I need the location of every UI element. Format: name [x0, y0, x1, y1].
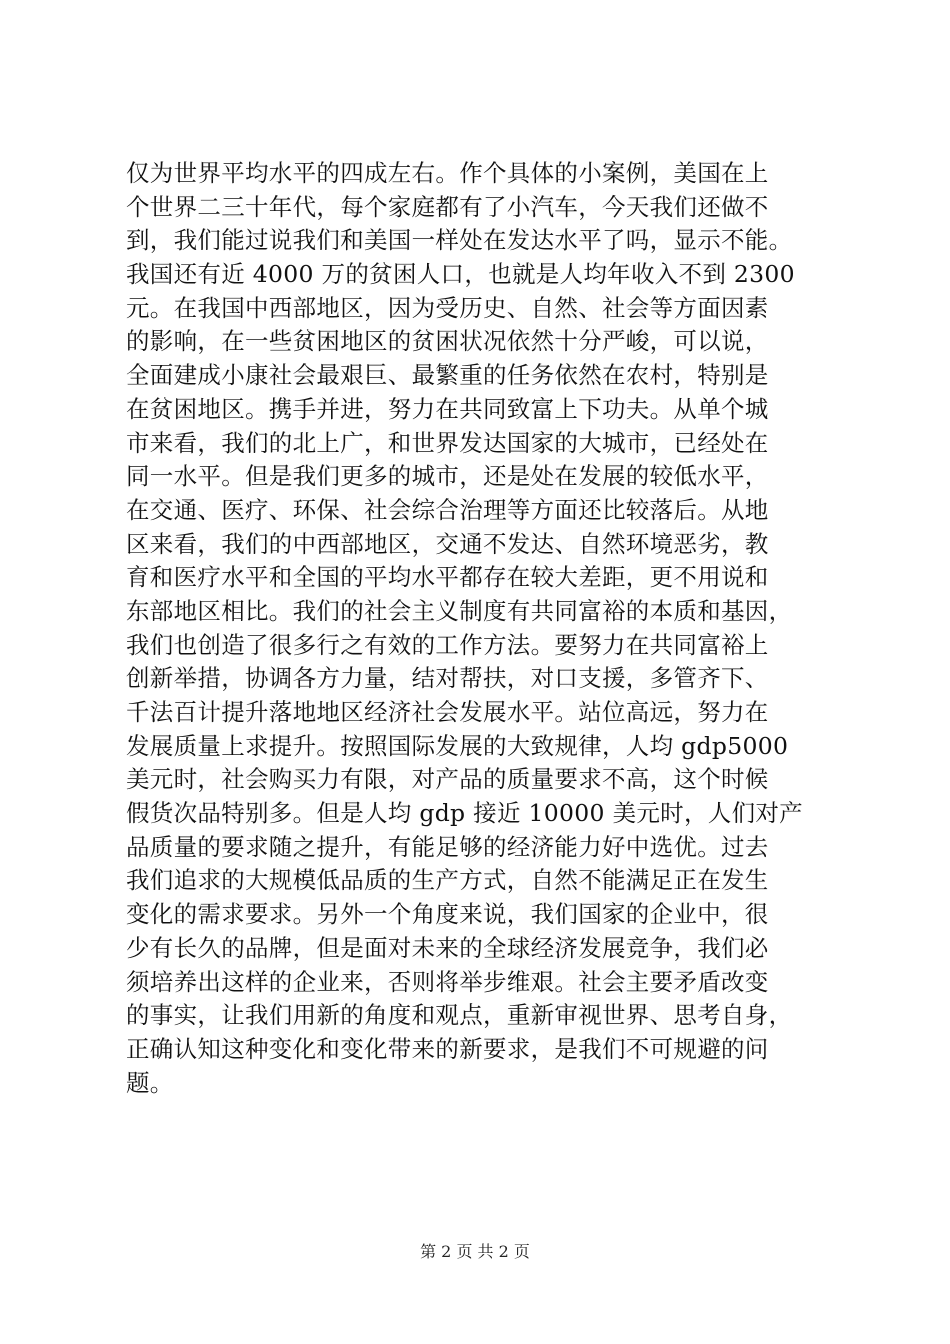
text-line: 仅为世界平均水平的四成左右。作个具体的小案例，美国在上 — [126, 159, 769, 187]
text-line: 正确认知这种变化和变化带来的新要求，是我们不可规避的问 — [126, 1034, 769, 1063]
text-line: 个世界二三十年代，每个家庭都有了小汽车，今天我们还做不 — [126, 192, 769, 221]
text-line: 元。在我国中西部地区，因为受历史、自然、社会等方面因素 — [126, 293, 769, 322]
text-line: 区来看，我们的中西部地区，交通不发达、自然环境恶劣，教 — [126, 529, 769, 558]
text-line: 全面建成小康社会最艰巨、最繁重的任务依然在农村，特别是 — [126, 361, 769, 390]
text-line: 在贫困地区。携手并进，努力在共同致富上下功夫。从单个城 — [126, 394, 769, 423]
text-line: 市来看，我们的北上广，和世界发达国家的大城市，已经处在 — [126, 428, 769, 457]
text-line: 我们也创造了很多行之有效的工作方法。要努力在共同富裕上 — [126, 630, 769, 659]
text-line: 假货次品特别多。但是人均 gdp 接近 10000 美元时，人们对产 — [126, 799, 803, 828]
text-line: 少有长久的品牌，但是面对未来的全球经济发展竞争，我们必 — [126, 933, 769, 962]
text-line: 我们追求的大规模低品质的生产方式，自然不能满足正在发生 — [126, 866, 769, 895]
page-number-footer: 第 2 页 共 2 页 — [420, 1242, 530, 1261]
text-line: 的事实，让我们用新的角度和观点，重新审视世界、思考自身， — [126, 1001, 793, 1030]
text-line: 千法百计提升落地地区经济社会发展水平。站位高远，努力在 — [126, 698, 769, 726]
text-line: 美元时，社会购买力有限，对产品的质量要求不高，这个时候 — [126, 765, 769, 794]
text-line: 育和医疗水平和全国的平均水平都存在较大差距，更不用说和 — [126, 563, 769, 592]
text-line: 须培养出这样的企业来，否则将举步维艰。社会主要矛盾改变 — [126, 967, 769, 996]
text-line: 同一水平。但是我们更多的城市，还是处在发展的较低水平， — [126, 462, 769, 491]
text-line: 我国还有近 4000 万的贫困人口，也就是人均年收入不到 2300 — [126, 260, 795, 289]
text-line: 创新举措，协调各方力量，结对帮扶，对口支援，多管齐下、 — [126, 664, 769, 693]
body-paragraph — [126, 157, 846, 1100]
text-line: 在交通、医疗、环保、社会综合治理等方面还比较落后。从地 — [126, 495, 769, 524]
text-line: 品质量的要求随之提升，有能足够的经济能力好中选优。过去 — [126, 832, 769, 861]
text-line: 的影响，在一些贫困地区的贫困状况依然十分严峻，可以说， — [126, 327, 769, 356]
text-line: 东部地区相比。我们的社会主义制度有共同富裕的本质和基因， — [126, 596, 793, 625]
text-line: 到，我们能过说我们和美国一样处在发达水平了吗，显示不能。 — [126, 226, 793, 255]
text-line: 发展质量上求提升。按照国际发展的大致规律，人均 gdp5000 — [126, 731, 789, 760]
text-line: 变化的需求要求。另外一个角度来说，我们国家的企业中，很 — [126, 900, 769, 929]
text-line: 题。 — [126, 1068, 174, 1097]
